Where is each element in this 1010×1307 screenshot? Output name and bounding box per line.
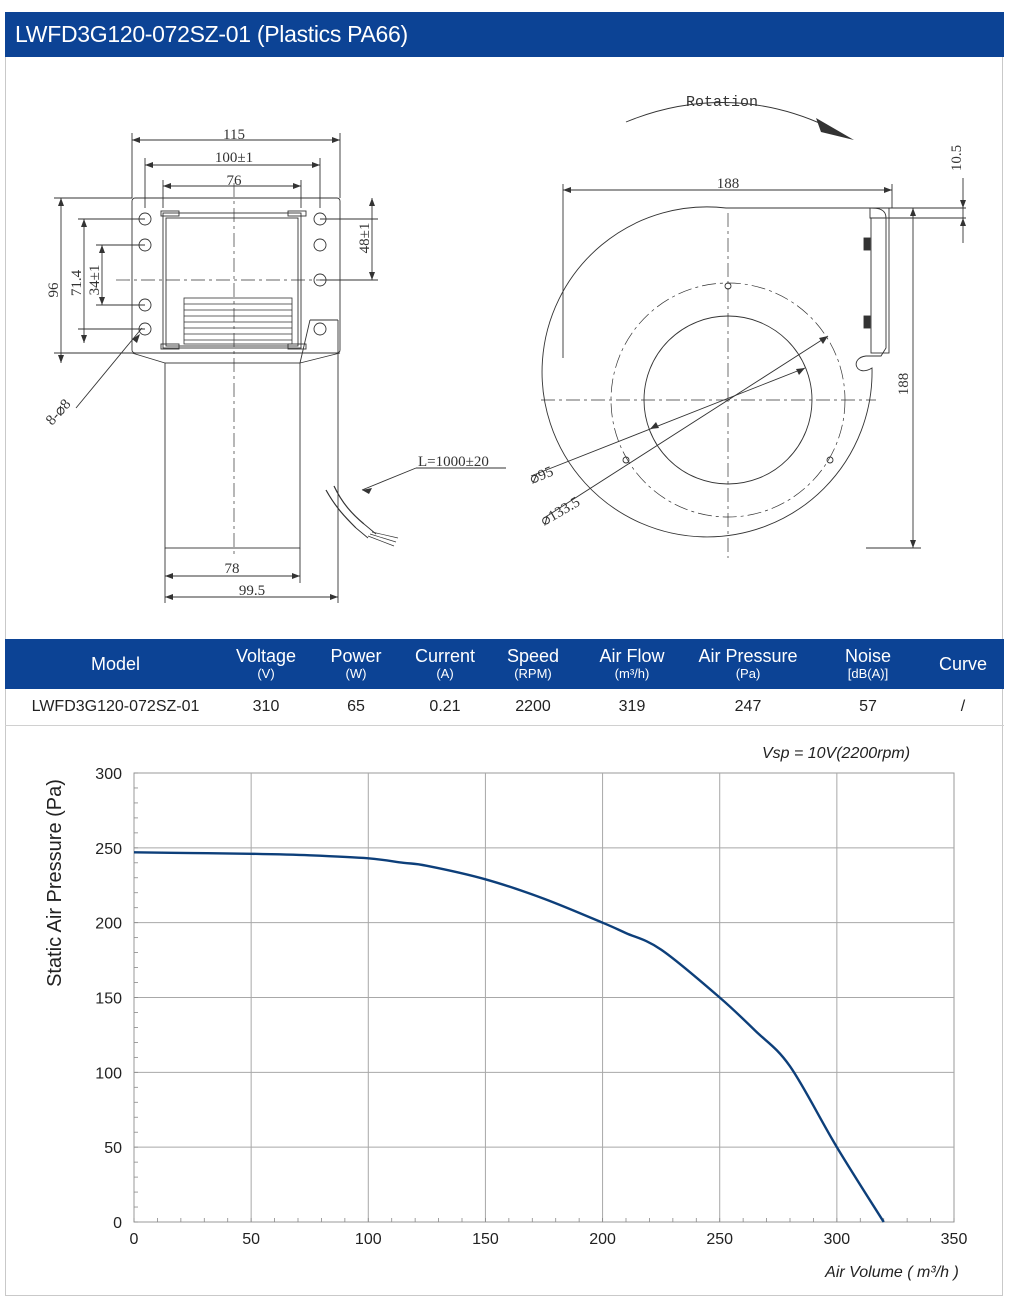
- table-row: [5, 689, 1004, 726]
- cell-model: LWFD3G120-072SZ-01: [5, 689, 226, 726]
- dim-71-4: 71.4: [69, 269, 85, 297]
- x-tick-label: 0: [129, 1231, 139, 1248]
- y-tick-label: 250: [95, 840, 122, 858]
- chart-annotation: Vsp = 10V(2200rpm): [761, 745, 911, 762]
- dim-48: 48±1: [357, 222, 373, 254]
- col-curve: Curve: [922, 639, 1004, 689]
- dia-95: ⌀95: [527, 463, 556, 488]
- holes-label: 8-⌀8: [43, 396, 75, 429]
- cell-current: 0.21: [406, 689, 484, 726]
- y-tick-label: 200: [95, 915, 122, 933]
- dim-188-width: 188: [716, 176, 740, 192]
- y-tick-label: 150: [95, 990, 122, 1008]
- y-tick-label: 0: [113, 1215, 122, 1232]
- col-current: Current (A): [406, 639, 484, 689]
- front-view-arrows: [58, 137, 375, 600]
- cell-voltage: 310: [226, 689, 306, 726]
- cell-air-flow: 319: [582, 689, 682, 726]
- col-model: Model: [5, 639, 226, 689]
- x-axis-label: Air Volume ( m³/h ): [825, 1264, 959, 1281]
- x-tick-label: 150: [472, 1231, 499, 1248]
- dim-78: 78: [224, 561, 240, 577]
- col-speed: Speed (RPM): [484, 639, 582, 689]
- dim-10-5: 10.5: [949, 144, 965, 172]
- rotation-label: Rotation: [685, 94, 759, 111]
- spec-header-row: [5, 639, 1004, 689]
- y-axis-label: Static Air Pressure (Pa): [44, 779, 66, 987]
- dim-188-height: 188: [896, 372, 912, 396]
- side-view-labels: [528, 94, 965, 529]
- spec-table: [5, 639, 1004, 726]
- col-air-pressure: Air Pressure (Pa): [682, 639, 814, 689]
- x-tick-label: 200: [589, 1231, 616, 1248]
- dim-76: 76: [226, 173, 242, 189]
- y-tick-label: 50: [104, 1140, 122, 1158]
- page-title: LWFD3G120-072SZ-01 (Plastics PA66): [15, 21, 408, 47]
- col-air-flow: Air Flow (m³/h): [582, 639, 682, 689]
- performance-chart: [6, 728, 1002, 1295]
- chart-grid: [134, 773, 954, 1222]
- side-view: [531, 102, 966, 558]
- side-view-arrows: [563, 118, 966, 548]
- dim-100: 100±1: [214, 150, 254, 166]
- col-power: Power (W): [306, 639, 406, 689]
- y-tick-label: 300: [95, 766, 122, 783]
- x-tick-label: 50: [242, 1231, 261, 1248]
- cell-noise: 57: [814, 689, 922, 726]
- dim-34: 34±1: [87, 264, 103, 296]
- x-tick-label: 350: [940, 1231, 968, 1248]
- front-view: [54, 133, 506, 603]
- chart-curve: [134, 852, 884, 1222]
- dim-115: 115: [223, 127, 245, 143]
- col-noise: Noise [dB(A)]: [814, 639, 922, 689]
- cell-air-pressure: 247: [682, 689, 814, 726]
- dim-96: 96: [46, 282, 62, 298]
- cell-curve: /: [922, 689, 1004, 726]
- dim-99-5: 99.5: [238, 583, 266, 599]
- x-tick-label: 250: [706, 1231, 734, 1248]
- title-bar: [5, 12, 1004, 57]
- cable-length: L=1000±20: [418, 454, 489, 470]
- cell-speed: 2200: [484, 689, 582, 726]
- technical-drawing: [6, 58, 1002, 638]
- cell-power: 65: [306, 689, 406, 726]
- col-voltage: Voltage (V): [226, 639, 306, 689]
- x-tick-label: 300: [823, 1231, 851, 1248]
- y-tick-label: 100: [95, 1065, 122, 1083]
- series-line-0: [134, 852, 884, 1222]
- x-tick-label: 100: [354, 1231, 382, 1248]
- dia-133-5: ⌀133.5: [538, 494, 584, 530]
